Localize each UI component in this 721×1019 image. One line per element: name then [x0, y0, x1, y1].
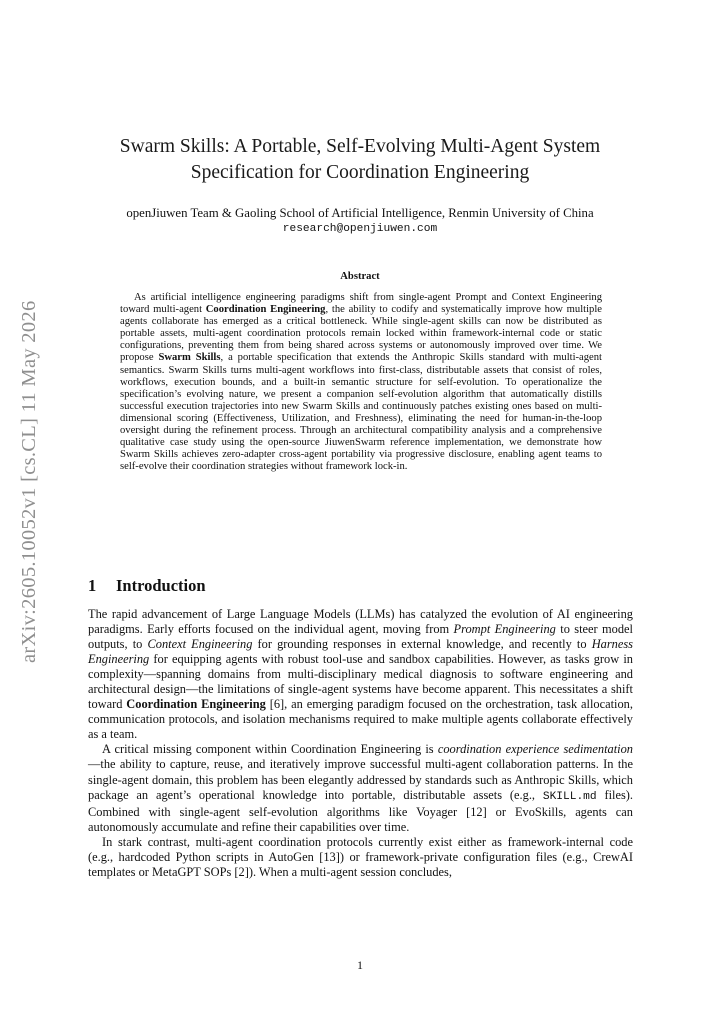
- title-line-2: Specification for Coordination Engineering: [190, 162, 530, 183]
- body-italic: Context Engineering: [147, 637, 253, 652]
- arxiv-identifier[interactable]: arXiv:2605.10052v1 [cs.CL] 11 May 2026: [18, 300, 40, 664]
- body-text: [6], an emerging paradigm focused on the orchestration, task allocation, communication protocols, and isolation mechanisms required to make multiple agents collaborate effectively as a team.: [88, 697, 633, 742]
- body-bold: Coordination Engineering: [126, 697, 266, 712]
- author-block: [60, 205, 660, 237]
- body-text: for equipping agents with robust tool-use and sandbox capabilities. However, as tasks grow in complexity—spanning domains from multi-disciplinary medical diagnosis to software engineering and architectural design—the limitations of single-agent systems have become apparent. This necessitates a shift toward: [88, 652, 633, 712]
- abstract-text: , a portable specification that extends the Anthropic Skills standard with multi-agent semantics. Swarm Skills turns multi-agent workflows into first-class, distributable assets that consist of roles, workflows, execution bounds, and a built-in semantic structure for self-evolution. To operationalize the specification’s evolving nature, we present a companion self-evolution algorithm that automatically distills successful execution trajectories into new Swarm Skills and continuously patches existing ones based on multi-dimensional scoring (Effectiveness, Utilization, and Freshness), eliminating the need for human-in-the-loop oversight during the refinement process. Through an architectural compatibility analysis and a comprehensive qualitative case study using the open-source JiuwenSwarm reference implementation, we demonstrate how Swarm Skills achieves zero-adapter cross-agent portability via progressive disclosure, enabling agent teams to self-evolve their coordination strategies without framework lock-in.: [120, 352, 602, 473]
- body-text: to steer model outputs, to: [88, 622, 633, 652]
- inline-code: SKILL.md: [542, 790, 597, 803]
- abstract-text: , the ability to codify and systematically improve how multiple agents collaborate has emerged as a critical bottleneck. While single-agent skills can now be distributed as portable assets, multi-agent coordination protocols remain locked within framework-internal code or static configurations, preventing them from being shared across systems or autonomously improved over time. We propose: [120, 304, 602, 364]
- title-line-1: Swarm Skills: A Portable, Self-Evolving Multi-Agent System: [119, 136, 601, 157]
- section-title: Introduction: [116, 576, 206, 595]
- body-paragraph: [88, 835, 633, 880]
- section-heading: [88, 575, 648, 597]
- body-text: for grounding responses in external knowledge, and recently to: [252, 637, 592, 652]
- body-text: In stark contrast, multi-agent coordination protocols currently exist either as framework-internal code (e.g., hardcoded Python scripts in AutoGen [13]) or framework-private configuration files (e.g., CrewAI templates or MetaGPT SOPs [2]). When a multi-agent session concludes,: [88, 834, 633, 879]
- body-text: The rapid advancement of Large Language Models (LLMs) has catalyzed the evolution of AI engineering paradigms. Early efforts focused on the individual agent, moving from: [88, 607, 633, 637]
- abstract-emphasis: Coordination Engineering: [205, 304, 326, 316]
- paper-title: [60, 134, 660, 186]
- body-text: files). Combined with single-agent self-evolution algorithms like Voyager [12] or EvoSkills, agents can autonomously accumulate and refine their capabilities over time.: [88, 787, 633, 834]
- abstract-body: [120, 292, 602, 473]
- body-paragraph: [88, 742, 633, 834]
- body-italic: coordination experience sedimentation: [437, 742, 633, 757]
- body-paragraph: [88, 607, 633, 742]
- introduction-body: [88, 607, 633, 880]
- page-number: 1: [357, 958, 363, 972]
- body-text: —the ability to capture, reuse, and iteratively improve successful multi-agent collaboration patterns. In the single-agent domain, this problem has been elegantly addressed by standards such as Anthropic Skills, which package an agent’s operational knowledge into portable, distributable assets (e.g.,: [88, 757, 633, 802]
- section-number: 1: [88, 576, 97, 595]
- abstract-text: As artificial intelligence engineering paradigms shift from single-agent Prompt and Context Engineering toward multi-agent: [120, 292, 602, 316]
- abstract-paragraph: [120, 292, 602, 473]
- body-italic: Harness Engineering: [88, 637, 633, 667]
- body-italic: Prompt Engineering: [453, 622, 556, 637]
- author-affiliation: openJiuwen Team & Gaoling School of Artificial Intelligence, Renmin University of China: [126, 206, 594, 220]
- body-text: A critical missing component within Coordination Engineering is: [102, 742, 438, 757]
- contact-email[interactable]: research@openjiuwen.com: [282, 223, 438, 235]
- abstract-emphasis: Swarm Skills: [158, 352, 221, 364]
- abstract-heading: Abstract: [340, 271, 380, 282]
